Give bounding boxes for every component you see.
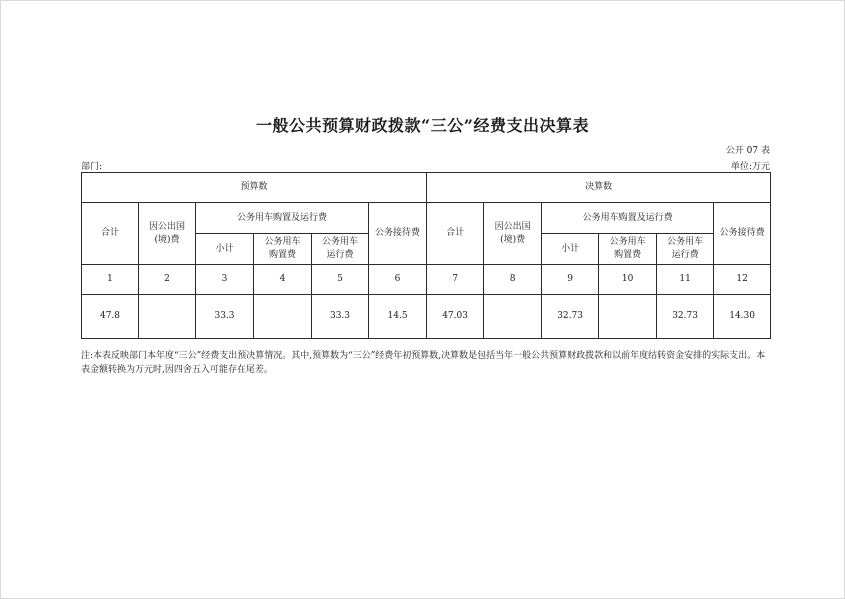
value-cell: 47.03 bbox=[427, 295, 484, 339]
column-number-cell: 12 bbox=[714, 265, 771, 295]
final-vehicle-header: 公务用车购置及运行费 bbox=[542, 203, 714, 234]
table-group-header-row bbox=[82, 173, 771, 203]
final-reception-header: 公务接待费 bbox=[714, 203, 771, 265]
header-line: 购置费 bbox=[614, 250, 642, 260]
header-line: 运行费 bbox=[326, 250, 354, 260]
footnote: 注:本表反映部门本年度“三公”经费支出预决算情况。其中,预算数为“三公”经费年初预算数,决算数是包括当年一般公共预算财政拨款和以前年度结转资金安排的实际支出。本表金额转换为万元时,因四舍五入可能存在尾差。 bbox=[81, 351, 766, 375]
column-number-cell: 6 bbox=[369, 265, 427, 295]
header-line: 公务用车 bbox=[321, 237, 358, 247]
budget-vehicle-purchase-header bbox=[254, 234, 312, 265]
department-label: 部门: bbox=[81, 162, 103, 172]
header-line: 公务用车 bbox=[264, 237, 301, 247]
header-line: 购置费 bbox=[268, 250, 296, 260]
value-cell: 33.3 bbox=[196, 295, 254, 339]
column-number-cell: 7 bbox=[427, 265, 484, 295]
header-line: (境)费 bbox=[500, 234, 526, 245]
column-number-cell: 8 bbox=[484, 265, 542, 295]
final-abroad-header bbox=[484, 203, 542, 265]
budget-reception-header: 公务接待费 bbox=[369, 203, 427, 265]
column-number-cell: 3 bbox=[196, 265, 254, 295]
column-number-cell: 1 bbox=[82, 265, 139, 295]
value-cell bbox=[139, 295, 196, 339]
budget-vehicle-running-header bbox=[312, 234, 369, 265]
header-line: 公务用车 bbox=[609, 237, 646, 247]
page-title: 一般公共预算财政拨款“三公”经费支出决算表 bbox=[256, 116, 589, 135]
unit-label: 单位:万元 bbox=[730, 162, 770, 172]
final-subtotal-header: 小计 bbox=[542, 234, 599, 265]
budget-group-header: 预算数 bbox=[82, 173, 427, 203]
final-total-header: 合计 bbox=[427, 203, 484, 265]
final-vehicle-purchase-header bbox=[599, 234, 657, 265]
column-number-cell: 5 bbox=[312, 265, 369, 295]
header-line: (境)费 bbox=[154, 234, 180, 245]
column-number-row bbox=[82, 265, 771, 295]
form-number: 公开 07 表 bbox=[725, 146, 770, 156]
header-line: 公务用车 bbox=[667, 237, 704, 247]
header-line: 因公出国 bbox=[148, 221, 185, 232]
value-row bbox=[82, 295, 771, 339]
value-cell: 14.30 bbox=[714, 295, 771, 339]
budget-vehicle-header: 公务用车购置及运行费 bbox=[196, 203, 369, 234]
value-cell: 14.5 bbox=[369, 295, 427, 339]
budget-subtotal-header: 小计 bbox=[196, 234, 254, 265]
value-cell: 32.73 bbox=[657, 295, 714, 339]
final-group-header: 决算数 bbox=[427, 173, 771, 203]
budget-abroad-header bbox=[139, 203, 196, 265]
column-number-cell: 9 bbox=[542, 265, 599, 295]
budget-total-header: 合计 bbox=[82, 203, 139, 265]
column-number-cell: 2 bbox=[139, 265, 196, 295]
header-line: 因公出国 bbox=[494, 221, 531, 232]
final-vehicle-running-header bbox=[657, 234, 714, 265]
value-cell: 47.8 bbox=[82, 295, 139, 339]
column-number-cell: 10 bbox=[599, 265, 657, 295]
header-line: 运行费 bbox=[671, 250, 699, 260]
three-public-expenses-table bbox=[81, 172, 771, 339]
value-cell: 33.3 bbox=[312, 295, 369, 339]
value-cell bbox=[484, 295, 542, 339]
value-cell bbox=[599, 295, 657, 339]
column-number-cell: 4 bbox=[254, 265, 312, 295]
value-cell bbox=[254, 295, 312, 339]
value-cell: 32.73 bbox=[542, 295, 599, 339]
table-header-row bbox=[82, 203, 771, 234]
column-number-cell: 11 bbox=[657, 265, 714, 295]
